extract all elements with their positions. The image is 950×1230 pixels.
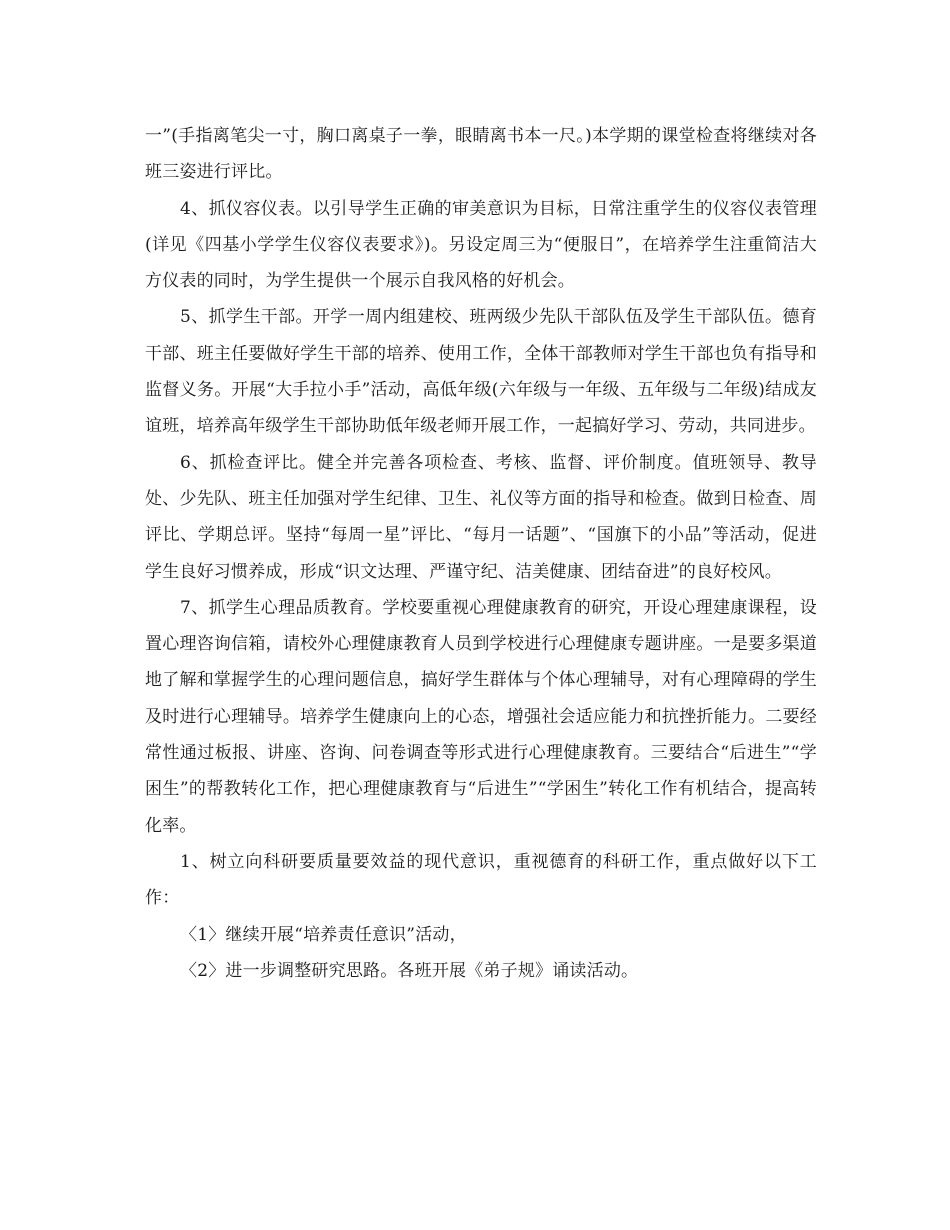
paragraph-research: 1、树立向科研要质量要效益的现代意识，重视德育的科研工作，重点做好以下工作： — [145, 851, 817, 909]
paragraph-continuation: 一”(手指离笔尖一寸，胸口离桌子一拳，眼睛离书本一尺。)本学期的课堂检查将继续对各班三姿进行评比。 — [145, 126, 817, 183]
paragraph-appearance: 4、抓仪容仪表。以引导学生正确的审美意识为目标，日常注重学生的仪容仪表管理(详见《四基小学学生仪容仪表要求》)。另设定周三为“便服日”，在培养学生注重简洁大方仪表的同时，为学生提供一个展示自我风格的好机会。 — [145, 198, 817, 292]
list-item-responsibility: 〈1〉继续开展“培养责任意识”活动， — [180, 924, 467, 945]
document-body — [145, 118, 817, 989]
list-item-research-approach: 〈2〉进一步调整研究思路。各班开展《弟子规》诵读活动。 — [180, 960, 639, 981]
paragraph-student-cadres: 5、抓学生干部。开学一周内组建校、班两级少先队干部队伍及学生干部队伍。德育干部、班主任要做好学生干部的培养、使用工作，全体干部教师对学生干部也负有指导和监督义务。开展“大手拉小手”活动，高低年级(六年级与一年级、五年级与二年级)结成友谊班，培养高年级学生干部协助低年级老师开展工作，一起搞好学习、劳动，共同进步。 — [145, 307, 817, 437]
paragraph-inspection: 6、抓检查评比。健全并完善各项检查、考核、监督、评价制度。值班领导、教导处、少先队、班主任加强对学生纪律、卫生、礼仪等方面的指导和检查。做到日检查、周评比、学期总评。坚持“每周一星”评比、“每月一话题”、“国旗下的小品”等活动，促进学生良好习惯养成，形成“识文达理、严谨守纪、洁美健康、团结奋进”的良好校风。 — [145, 452, 817, 582]
paragraph-psychology: 7、抓学生心理品质教育。学校要重视心理健康教育的研究，开设心理建康课程，设置心理咨询信箱，请校外心理健康教育人员到学校进行心理健康专题讲座。一是要多渠道地了解和掌握学生的心理问题信息，搞好学生群体与个体心理辅导，对有心理障碍的学生及时进行心理辅导。培养学生健康向上的心态，增强社会适应能力和抗挫折能力。二要经常性通过板报、讲座、咨询、问卷调查等形式进行心理健康教育。三要结合“后进生”“学困生”的帮教转化工作，把心理健康教育与“后进生”“学困生”转化工作有机结合，提高转化率。 — [145, 597, 817, 836]
